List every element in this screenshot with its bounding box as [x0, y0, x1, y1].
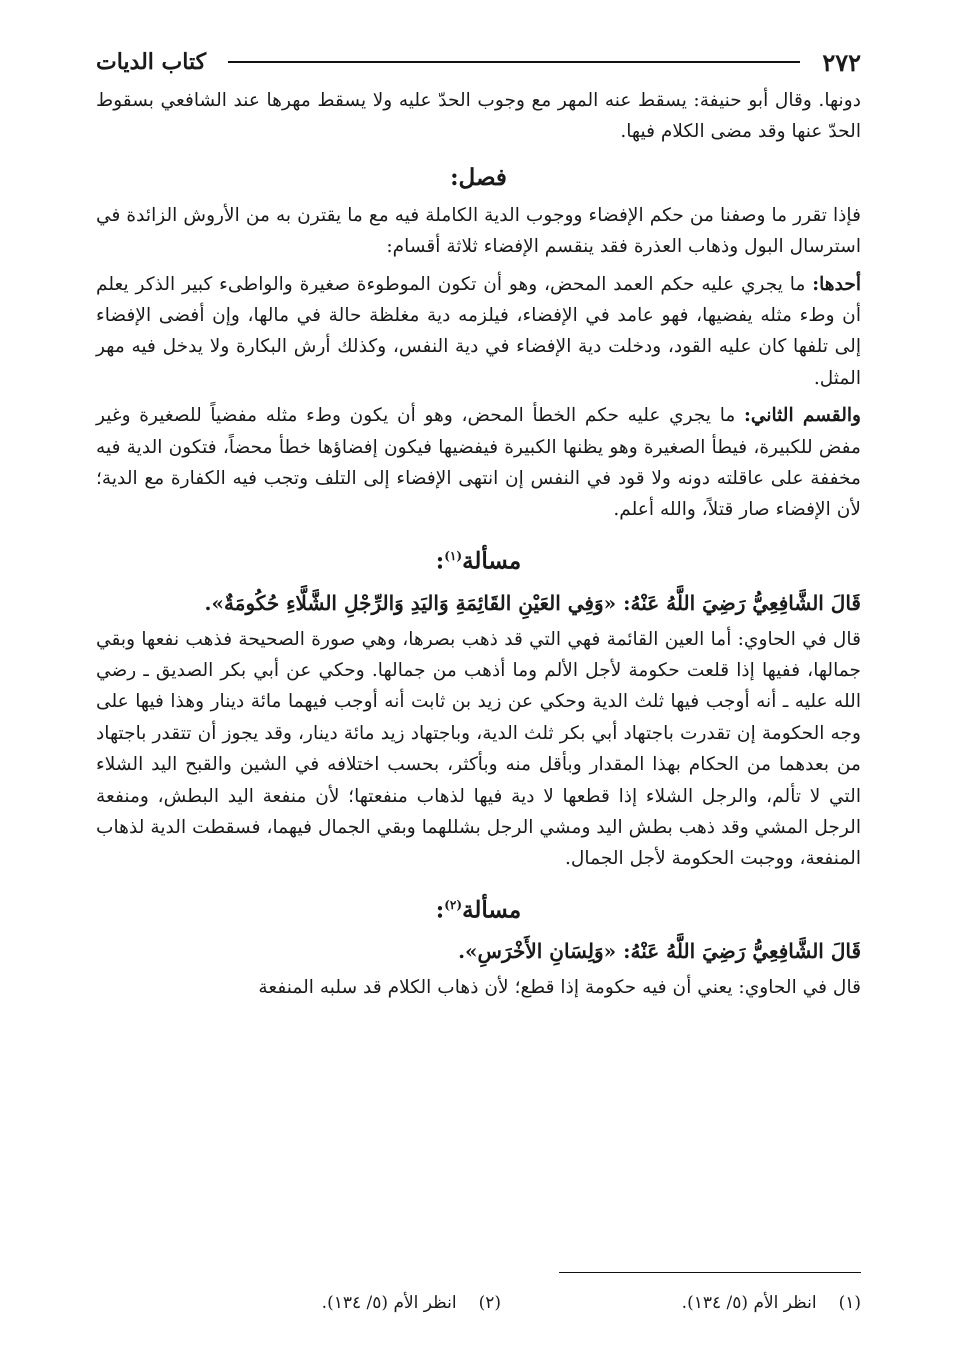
page-header — [96, 42, 861, 82]
heading-colon: : — [435, 547, 445, 575]
section-lead: أحدها: — [812, 273, 861, 295]
section-lead: والقسم الثاني: — [743, 405, 862, 427]
chapter-title: كتاب الديات — [96, 49, 207, 75]
footnote-2 — [322, 1288, 501, 1322]
footnote-number: (١) — [838, 1293, 861, 1313]
masala-1-quote: قَالَ الشَّافِعِيُّ رَضِيَ اللَّهُ عَنْهُ: «وَفِي العَيْنِ القَائِمَةِ وَاليَدِ وَالرِّجْلِ الشَّلَّاءِ حُكُومَةٌ». — [204, 590, 861, 615]
footnote-rule — [559, 1272, 861, 1273]
heading-word: مسألة — [462, 896, 522, 924]
page-number: ٢٧٢ — [822, 47, 861, 77]
page-body — [96, 85, 861, 1004]
header-rule — [228, 61, 800, 63]
masala-2-quote: قَالَ الشَّافِعِيُّ رَضِيَ اللَّهُ عَنْهُ: «وَلِسَانِ الأَخْرَسِ». — [458, 939, 861, 964]
footnote-ref-2: (٢) — [444, 897, 463, 912]
paragraph-text: ما يجري عليه حكم العمد المحض، وهو أن تكون الموطوءة صغيرة والواطىء كبير الذكر يعلم أن وطء مثله يفضيها، فهو عامد في الإفضاء، فيلزمه دية مغلظة حالة في مالها، وإن أفضى الإفضاء إلى تلفها كان عليه القود، ودخلت دية الإفضاء في دية النفس، وكذلك أرش البكارة ولا يدخل فيه مهر المثل. — [96, 273, 861, 389]
footnote-text: انظر الأم (٥/ ١٣٤). — [681, 1293, 817, 1313]
fasl-paragraph-2 — [96, 269, 861, 395]
heading-word: مسألة — [462, 547, 522, 575]
intro-paragraph: دونها. وقال أبو حنيفة: يسقط عنه المهر مع وجوب الحدّ عليه ولا يسقط مهرها عند الشافعي بسقوط الحدّ عنها وقد مضى الكلام فيها. — [96, 90, 861, 143]
footnote-text: انظر الأم (٥/ ١٣٤). — [321, 1293, 457, 1313]
fasl-paragraph-3 — [96, 400, 861, 526]
fasl-paragraph-1: فإذا تقرر ما وصفنا من حكم الإفضاء ووجوب الدية الكاملة فيه مع ما يقترن به من الأروش الزائدة في استرسال البول وذهاب العذرة فقد ينقسم الإفضاء ثلاثة أقسام: — [96, 204, 861, 258]
footnote-ref-1: (١) — [444, 548, 463, 563]
fasl-heading: فصل: — [450, 163, 507, 191]
footnote-number: (٢) — [478, 1293, 501, 1313]
masala-1-heading — [96, 536, 861, 582]
paragraph-text: ما يجري عليه حكم الخطأ المحض، وهو أن يكون وطء مثله مفضياً للصغيرة وغير مفض للكبيرة، فيطأ الصغيرة وهو يظنها الكبيرة فيفضيها فيكون إفضاؤها خطأ محضاً، فتكون الدية فيه مخففة على عاقلته دونه ولا قود في النفس إن انتهى الإفضاء إلى التلف وتجب فيه الكفارة مع الدية؛ لأن الإفضاء صار قتلاً، والله أعلم. — [96, 405, 861, 521]
footnote-1 — [501, 1288, 861, 1322]
footnotes — [96, 1288, 861, 1322]
heading-colon: : — [435, 896, 445, 924]
masala-2-heading — [96, 885, 861, 931]
masala-1-text: قال في الحاوي: أما العين القائمة فهي التي قد ذهب بصرها، وهي صورة الصحيحة فذهب نفعها وبقي جمالها، ففيها إذا قلعت حكومة لأجل الألم وما أذهب من جمالها. وحكي عن أبي بكر الصديق ـ رضي الله عليه ـ أنه أوجب فيها ثلث الدية وحكي عن زيد بن ثابت أنه أوجب فيهما مائة دينار وهذا فيها على وجه الحكومة إن تقدرت باجتهاد أبي بكر ثلث الدية، وباجتهاد زيد مائة دينار، وقد يجوز أن تتقدر باجتهاد من بعدهما من الحكام بهذا المقدار وبأقل منه وبأكثر، بحسب اختلافه في الشين والقبح اليد الشلاء التي لا تألم، والرجل الشلاء إذا قطعها لا دية فيها لذهاب منفعتها؛ لأن منفعة اليد البطش، ومنفعة الرجل المشي وقد ذهب بطش اليد ومشي الرجل بشللهما وبقي الجمال فيهما، فسقطت الدية لذهاب المنفعة، ووجبت الحكومة لأجل الجمال. — [96, 628, 861, 870]
masala-2-text: قال في الحاوي: يعني أن فيه حكومة إذا قطع؛ لأن ذهاب الكلام قد سلبه المنفعة — [258, 977, 861, 999]
